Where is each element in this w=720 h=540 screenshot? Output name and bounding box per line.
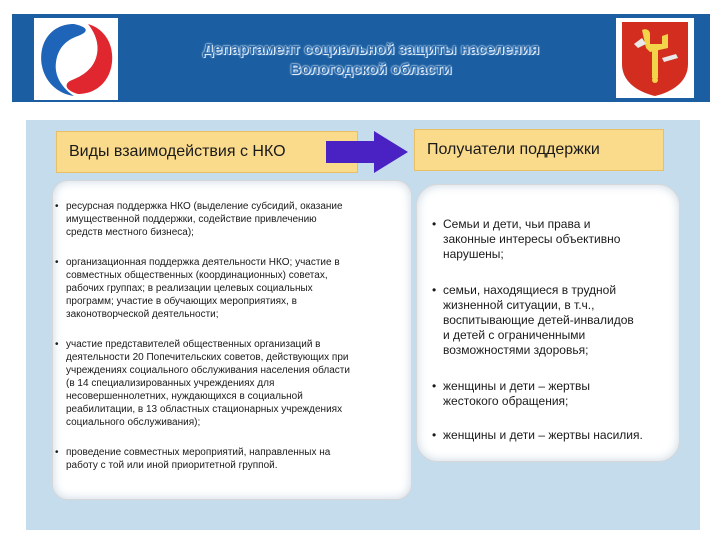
header-banner [12,14,710,102]
list-item-line: работу с той или иной приоритетной группой. [66,460,278,471]
list-item-line: проведение совместных мероприятий, направленных на [66,447,331,458]
bullet: • [432,428,437,442]
bullet: • [55,257,59,268]
list-item-line: Семьи и дети, чьи права и [443,217,591,231]
list-item [432,217,671,262]
list-item-line: законные интересы объективно [443,232,621,246]
list-item [55,256,396,321]
list-item-line: и детей с ограниченными [443,328,586,342]
header-title-line-2: Вологодской области [290,61,452,78]
list-item-line: возможностями здоровья; [443,343,589,357]
list-item-line: несовершеннолетних, нуждающихся в социальной [66,391,303,402]
list-item [432,379,671,409]
heading-interaction-types: Виды взаимодействия с НКО [56,131,358,173]
list-item [432,283,671,358]
list-item-line: законотворческой деятельности; [66,309,219,320]
header-title-line-1: Департамент социальной защиты населения [202,41,540,58]
list-item-line: участие представителей общественных организаций в [66,339,321,350]
bullet: • [432,283,437,297]
header-title [132,40,610,80]
list-item-line: семьи, находящиеся в трудной [443,283,617,297]
list-item-line: реабилитации, в 13 областных стационарных учреждениях [66,404,343,415]
coat-of-arms-icon [616,18,694,98]
list-item-line: программ; участие в обучающих мероприятиях, в [66,296,297,307]
coat-panel [616,18,694,98]
list-item-line: жестокого обращения; [443,394,569,408]
list-item-line: ресурсная поддержка НКО (выделение субсидий, оказание [66,201,343,212]
list-item-line: жизненной ситуации, в т.ч., [443,298,595,312]
list-item [55,200,396,239]
right-arrow-icon [326,131,410,173]
list-item-line: совместных общественных (координационных) советах, [66,270,328,281]
list-item-line: нарушены; [443,247,504,261]
list-item [55,446,396,472]
list-item-line: деятельности 20 Попечительских советов, действующих при [66,352,349,363]
list-item-line: организационная поддержка деятельности НКО; участие в [66,257,340,268]
list-item [55,338,396,429]
bullet: • [432,379,437,393]
bullet: • [432,217,437,231]
list-item-line: имущественной поддержки, содействие привлечению [66,214,317,225]
list-item-line: воспитывающие детей-инвалидов [443,313,634,327]
list-item [432,428,671,443]
list-item-line: женщины и дети – жертвы [443,379,590,393]
bullet: • [55,339,59,350]
list-item-line: женщины и дети – жертвы насилия. [443,428,643,442]
bullet: • [55,447,59,458]
list-item-line: социального обслуживания); [66,417,201,428]
heading-support-recipients: Получатели поддержки [414,129,664,171]
hands-logo-icon [34,18,118,100]
list-item-line: (в 14 специализированных учреждениях для [66,378,275,389]
bullet: • [55,201,59,212]
logo-panel [34,18,118,100]
list-item-line: рабочих группах; в реализации целевых социальных [66,283,313,294]
list-item-line: средств местного бизнеса); [66,227,194,238]
list-item-line: учреждениях социального обслуживания населения области [66,365,350,376]
